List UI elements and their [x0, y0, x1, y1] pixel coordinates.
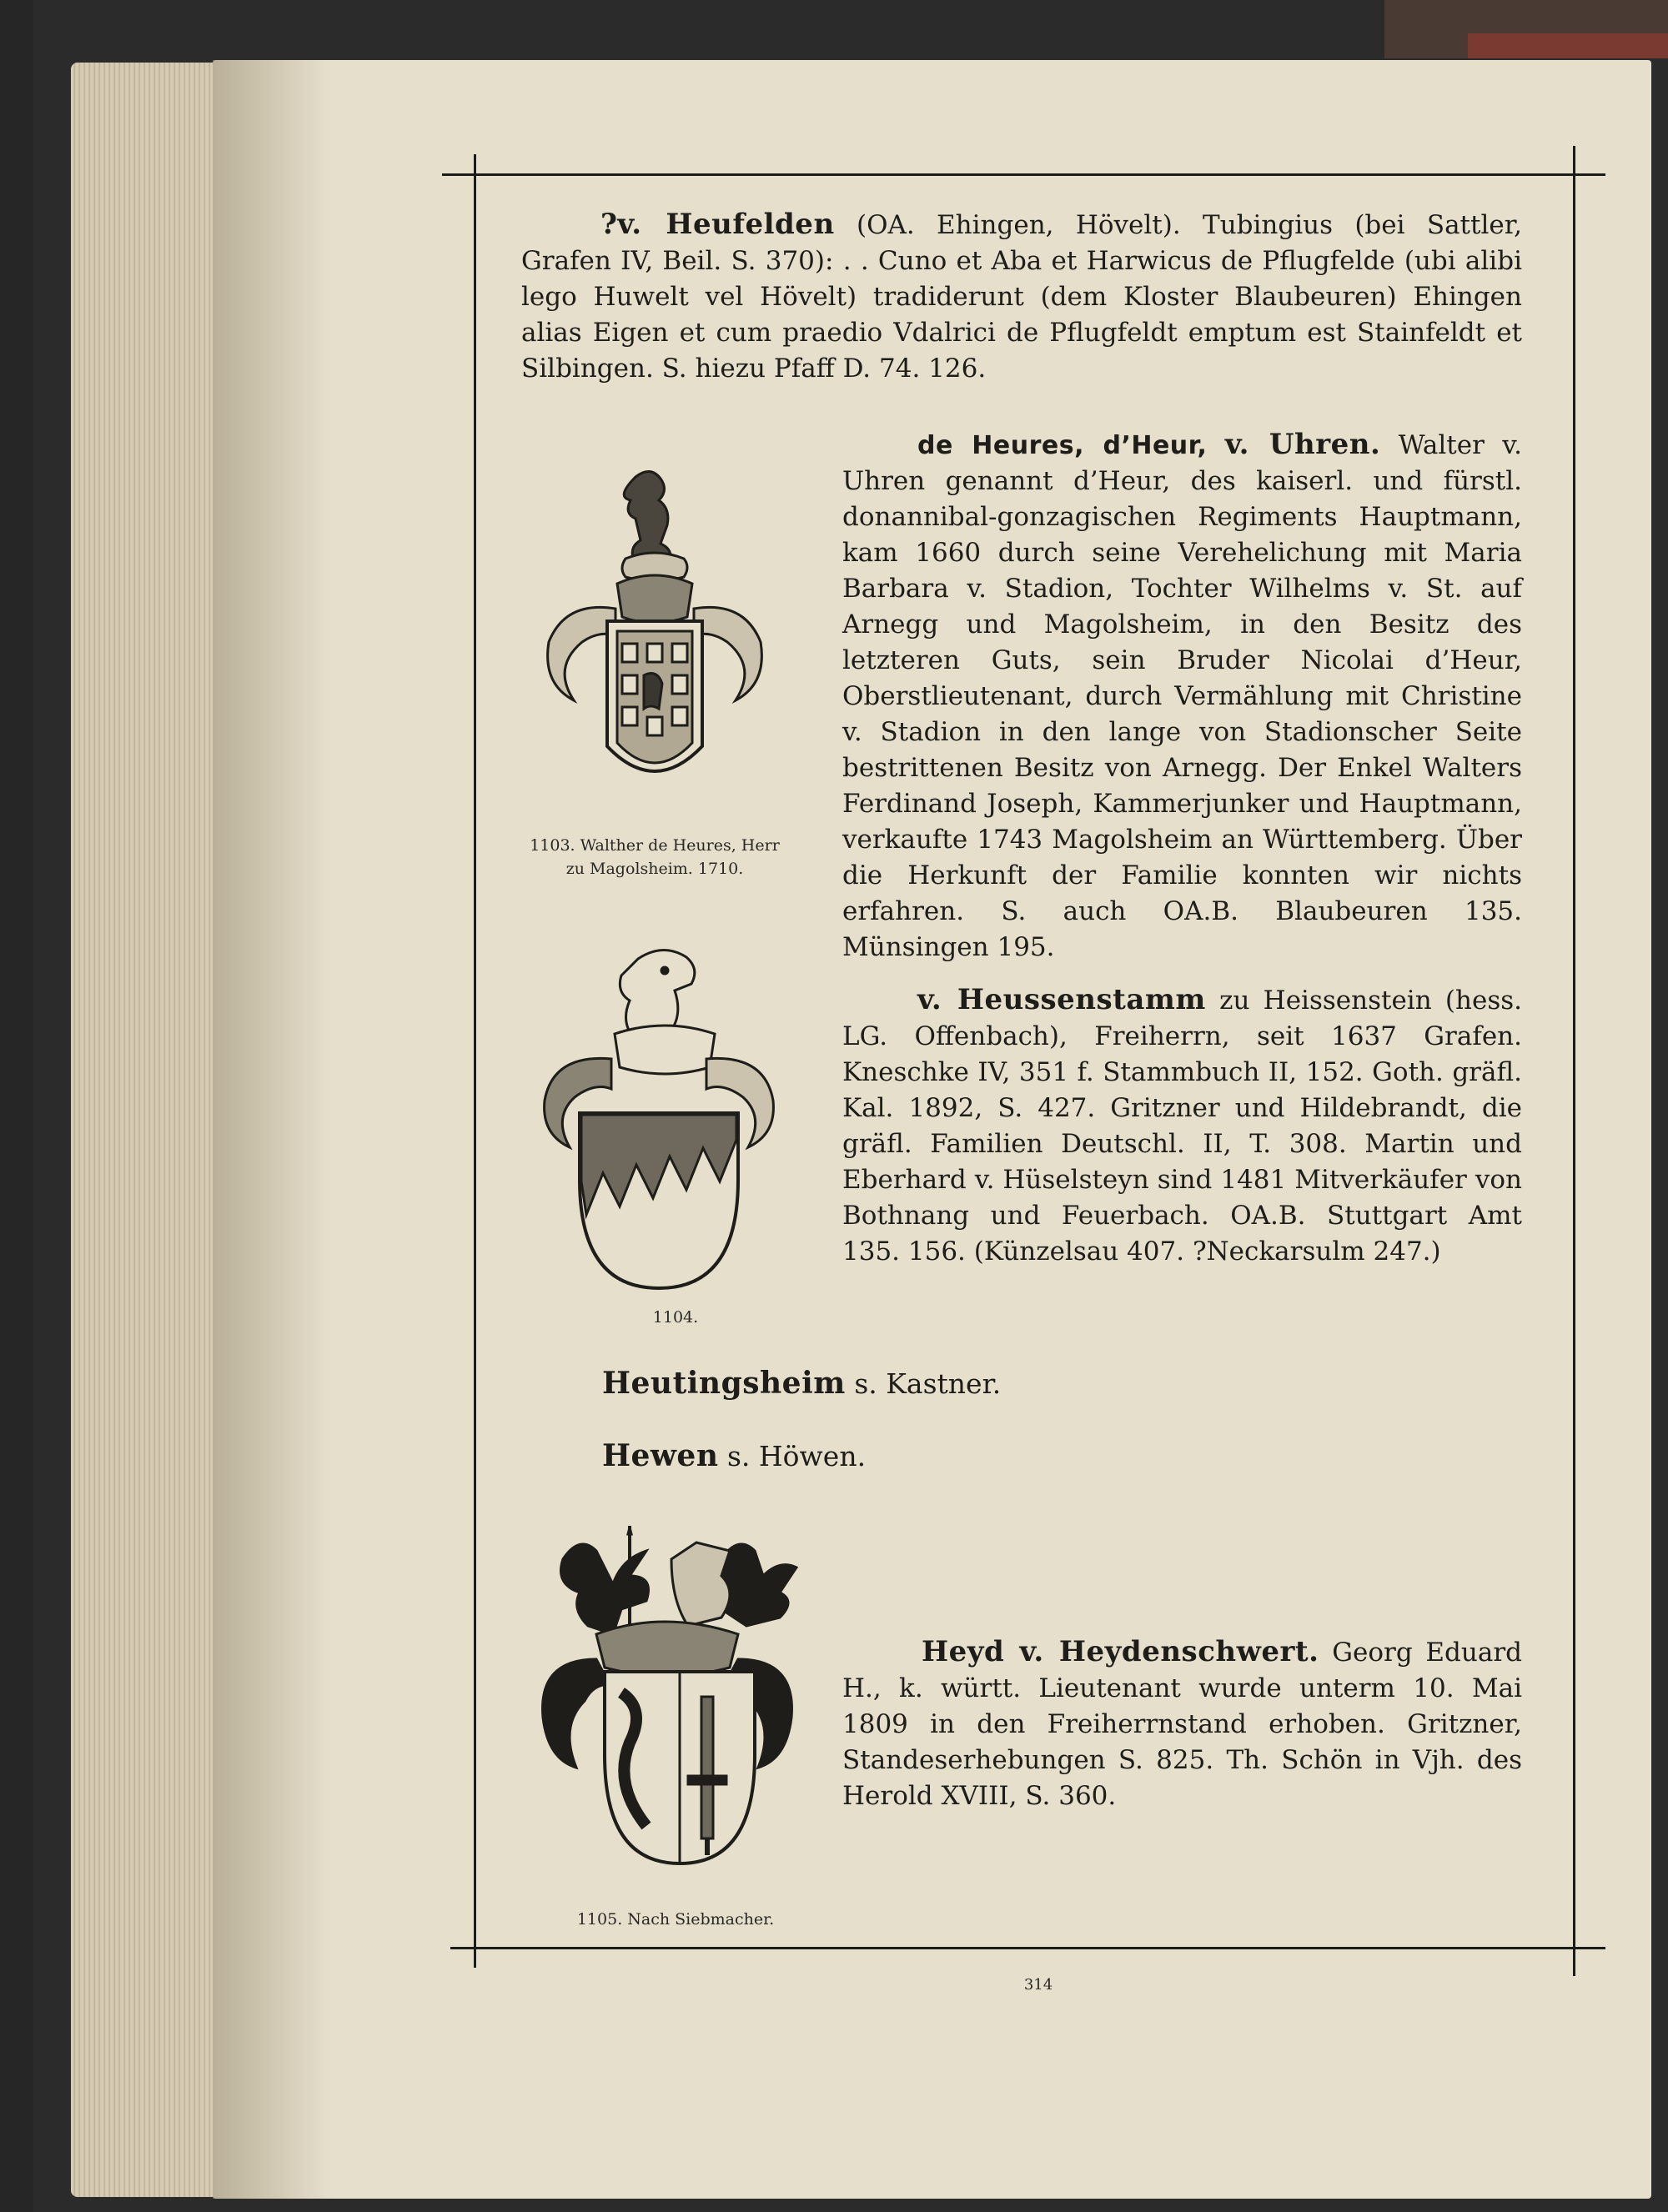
entry-heufelden-heading: ?v. Heufelden: [600, 208, 835, 241]
entry-heussenstamm-heading: v. Heussenstamm: [917, 983, 1206, 1016]
ref-hewen: [602, 1438, 866, 1474]
frame-right-line: [1573, 146, 1575, 1976]
caption-1103: [517, 834, 792, 880]
entry-uhren-text: Walter v. Uhren genannt d’Heur, des kaiserl. und fürstl. donannibal-gonzagischen Regiments Hauptmann, kam 1660 durch seine Verehelichung mit Maria Barbara v. Stadion, Tochter Wilhelms v. St. auf Arnegg und Magolsheim, in den Besitz des letzteren Guts, sein Bruder Nicolai d’Heur, Oberstlieutenant, durch Vermählung mit Christine v. Stadion in den lange von Stadionscher Seite bestrittenen Besitz von Arnegg. Der Enkel Walters Ferdinand Joseph, Kammerjunker und Hauptmann, verkaufte 1743 Magolsheim an Württemberg. Über die Herkunft der Familie konnten wir nichts erfahren. S. auch OA.B. Blaubeuren 135. Münsingen 195.: [842, 430, 1523, 962]
coat-of-arms-1105: [538, 1526, 830, 1893]
entry-uhren-prefix: de Heures, d’Heur,: [917, 431, 1208, 460]
entry-heyd: [842, 1634, 1522, 1814]
entry-heufelden-text: (OA. Ehingen, Hövelt). Tubingius (bei Sattler, Grafen IV, Beil. S. 370): . . Cuno et Aba et Harwicus de Pflugfelde (ubi alibi lego Huwelt vel Hövelt) tradiderunt (dem Kloster Blaubeuren) Ehingen alias Eigen et cum praedio Vdalrici de Pflugfeldt emptum est Stainfeldt et Silbingen. S. hiezu Pfaff D. 74. 126.: [521, 210, 1522, 384]
ref-hewen-text: s. Höwen.: [718, 1440, 867, 1472]
entry-uhren-heading: v. Uhren.: [1224, 428, 1381, 461]
cover-strip-red: [1468, 33, 1668, 58]
entry-heyd-text: Georg Eduard H., k. württ. Lieutenant wurde unterm 10. Mai 1809 in den Freiherrnstand erhoben. Gritzner, Standeserhebungen S. 825. Th. Schön in Vjh. des Herold XVIII, S. 360.: [842, 1638, 1523, 1811]
entry-uhren: [842, 427, 1522, 966]
frame-top-line: [442, 173, 1605, 176]
entry-heufelden: [521, 207, 1522, 387]
ref-heutingsheim: [602, 1366, 1001, 1402]
ref-hewen-heading: Hewen: [602, 1438, 719, 1473]
caption-1103-line2: zu Magolsheim. 1710.: [565, 860, 744, 878]
entry-heussenstamm: [842, 982, 1522, 1270]
entry-heussenstamm-text: zu Heissenstein (hess. LG. Offenbach), Freiherrn, seit 1637 Grafen. Kneschke IV, 351 f. Stammbuch II, 152. Goth. gräfl. Kal. 1892, S. 427. Gritzner und Hildebrandt, die gräfl. Familien Deutschl. II, T. 308. Martin und Eberhard v. Hüselsteyn sind 1481 Mitverkäufer von Bothnang und Feuerbach. OA.B. Stuttgart Amt 135. 156. (Künzelsau 407. ?Neckarsulm 247.): [842, 986, 1523, 1267]
entry-heyd-heading: Heyd v. Heydenschwert.: [922, 1635, 1319, 1668]
caption-1104: 1104.: [652, 1308, 699, 1327]
gutter-shade: [213, 60, 329, 2199]
frame-left-line: [474, 154, 476, 1968]
coat-of-arms-1104: [538, 942, 780, 1301]
page-number: 314: [1023, 1976, 1053, 1994]
frame-bottom-line: [450, 1947, 1605, 1949]
caption-1105: 1105. Nach Siebmacher.: [576, 1910, 775, 1929]
caption-1103-line1: 1103. Walther de Heures, Herr: [530, 836, 780, 855]
ref-heutingsheim-heading: Heutingsheim: [602, 1366, 846, 1401]
ref-heutingsheim-text: s. Kastner.: [845, 1367, 1002, 1400]
page-edges: [71, 63, 229, 2197]
coat-of-arms-1103: [542, 467, 767, 834]
